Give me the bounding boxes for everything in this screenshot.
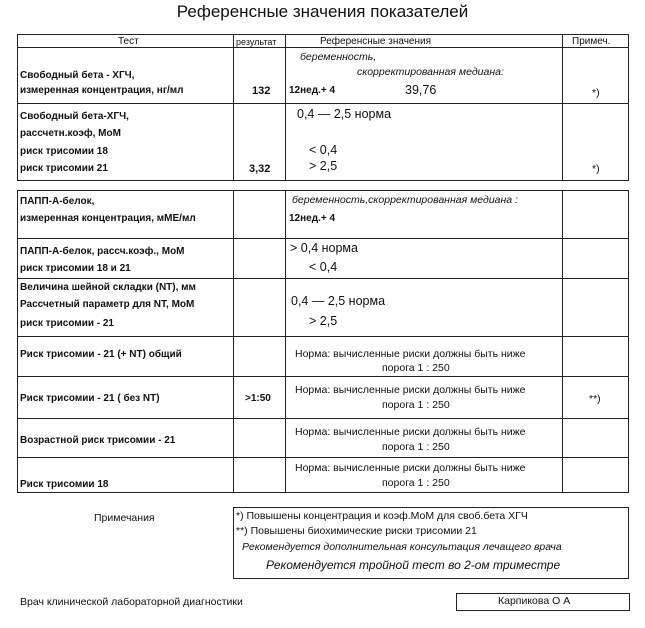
page-title: Референсные значения показателей bbox=[176, 2, 469, 21]
reference-median: 39,76 bbox=[405, 83, 437, 97]
reference-text: Норма: вычисленные риски должны быть ниже bbox=[295, 426, 526, 438]
row-label: риск трисомии 18 bbox=[20, 146, 108, 157]
row-label: Рассчетный параметр для NT, МоМ bbox=[20, 299, 195, 310]
row-label: Величина шейной складки (NT), мм bbox=[20, 282, 196, 293]
reference-week: 12нед.+ 4 bbox=[289, 85, 336, 96]
note-line: Рекомендуется тройной тест во 2-ом триместре bbox=[266, 558, 561, 572]
row-label: риск трисомии 18 и 21 bbox=[20, 263, 131, 274]
result-value: 132 bbox=[252, 85, 271, 97]
reference-week: 12нед.+ 4 bbox=[289, 213, 336, 224]
row-label: измеренная концентрация, мМЕ/мл bbox=[20, 213, 196, 224]
row-label: измеренная концентрация, нг/мл bbox=[20, 85, 184, 96]
column-header-note: Примеч. bbox=[572, 36, 611, 47]
row-label: рассчетн.коэф, МоМ bbox=[20, 128, 121, 139]
note-mark: *) bbox=[592, 163, 600, 175]
note-mark: *) bbox=[592, 87, 600, 99]
reference-text: беременность,скорректированная медиана : bbox=[292, 194, 518, 206]
reference-text: Норма: вычисленные риски должны быть ниже bbox=[295, 384, 526, 396]
column-header-reference: Референсные значения bbox=[320, 36, 432, 47]
reference-text: > 2,5 bbox=[309, 159, 338, 173]
row-label: Свободный бета - ХГЧ, bbox=[20, 70, 135, 81]
row-label: ПАПП-А-белок, рассч.коэф., МоМ bbox=[20, 246, 185, 257]
reference-text: беременность, bbox=[300, 51, 377, 63]
result-value: >1:50 bbox=[245, 393, 271, 404]
row-label: риск трисомии - 21 bbox=[20, 318, 114, 329]
row-label: ПАПП-А-белок, bbox=[20, 196, 95, 207]
reference-text: порога 1 : 250 bbox=[382, 362, 450, 374]
row-label: Риск трисомии 18 bbox=[20, 479, 109, 490]
reference-text: порога 1 : 250 bbox=[382, 477, 450, 489]
notes-label: Примечания bbox=[94, 512, 155, 524]
column-header-test: Тест bbox=[118, 36, 139, 47]
note-line: **) Повышены биохимические риски трисомии 21 bbox=[236, 525, 477, 537]
row-label: риск трисомии 21 bbox=[20, 163, 108, 174]
note-line: Рекомендуется дополнительная консультация лечащего врача bbox=[242, 541, 562, 553]
row-label: Риск трисомии - 21 (+ NT) общий bbox=[20, 349, 182, 360]
reference-text: порога 1 : 250 bbox=[382, 399, 450, 411]
note-line: *) Повышены концентрация и коэф.МоМ для своб.бета ХГЧ bbox=[236, 510, 528, 522]
reference-text: скорректированная медиана: bbox=[357, 66, 504, 78]
doctor-name: Карпикова О А bbox=[498, 595, 571, 607]
reference-text: > 2,5 bbox=[309, 314, 338, 328]
reference-text: < 0,4 bbox=[309, 260, 338, 274]
column-header-result: результат bbox=[236, 37, 277, 47]
doctor-label: Врач клинической лабораторной диагностики bbox=[20, 596, 243, 608]
reference-text: 0,4 — 2,5 норма bbox=[291, 294, 386, 308]
reference-text: 0,4 — 2,5 норма bbox=[297, 107, 392, 121]
reference-text: порога 1 : 250 bbox=[382, 441, 450, 453]
row-label: Возрастной риск трисомии - 21 bbox=[20, 435, 176, 446]
reference-text: > 0,4 норма bbox=[290, 241, 358, 255]
reference-text: Норма: вычисленные риски должны быть ниже bbox=[295, 348, 526, 360]
row-label: Свободный бета-ХГЧ, bbox=[20, 111, 129, 122]
reference-text: Норма: вычисленные риски должны быть ниже bbox=[295, 462, 526, 474]
reference-text: < 0,4 bbox=[309, 143, 338, 157]
result-value: 3,32 bbox=[249, 163, 271, 175]
row-label: Риск трисомии - 21 ( без NT) bbox=[20, 393, 160, 404]
note-mark: **) bbox=[589, 393, 601, 405]
